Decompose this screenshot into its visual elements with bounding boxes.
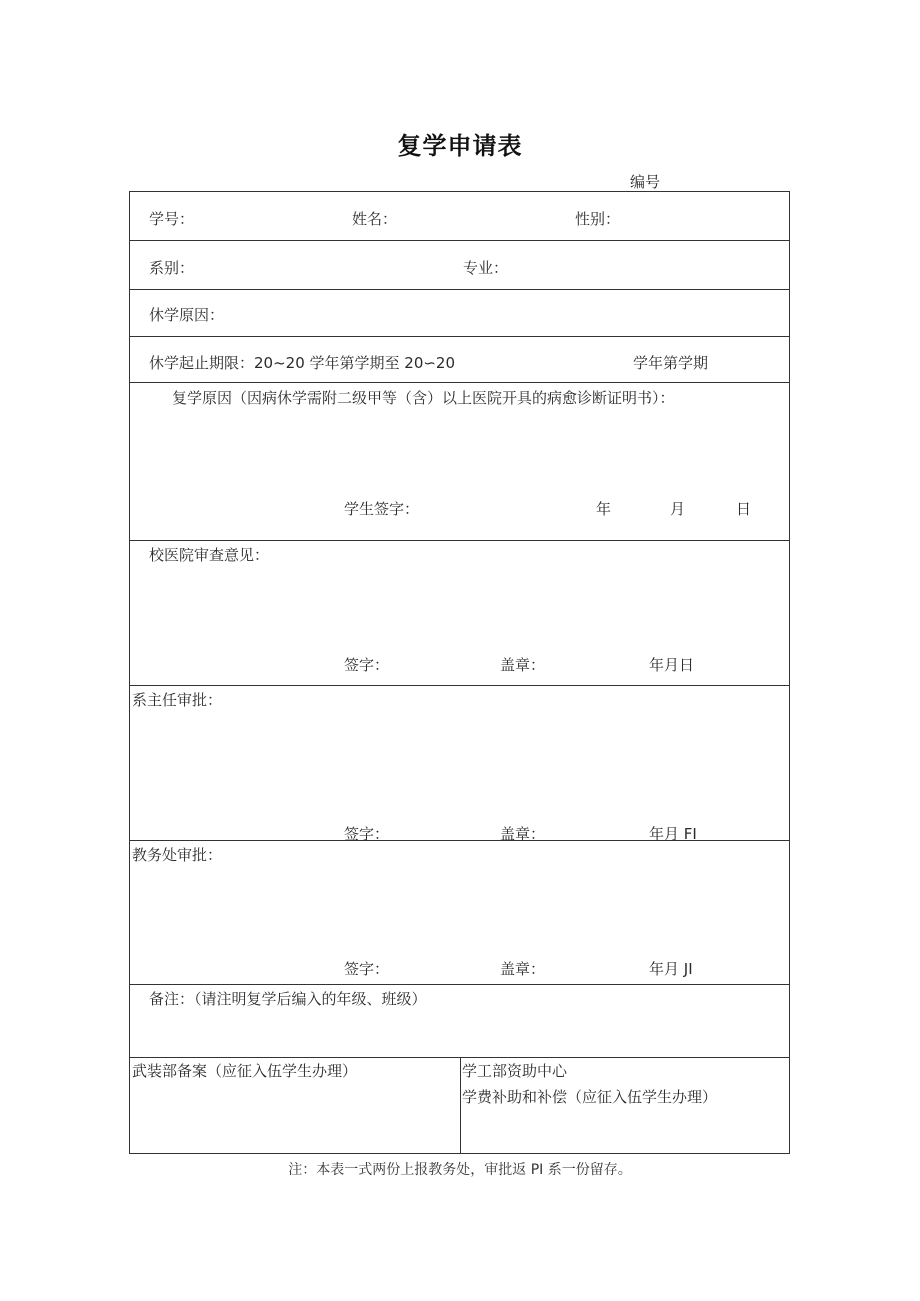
application-form xyxy=(129,191,790,1154)
major-field[interactable]: 专业： xyxy=(463,259,509,277)
row-divider xyxy=(130,336,789,337)
tuition-subsidy-label: 学费补助和补偿（应征入伍学生办理） xyxy=(462,1088,718,1106)
column-divider xyxy=(460,1057,461,1154)
row-divider xyxy=(130,382,789,383)
remarks-label[interactable]: 备注：（请注明复学后编入的年级、班级） xyxy=(149,990,427,1008)
leave-period-field[interactable]: 休学起止期限：20~20 学年第学期至 20∽20 xyxy=(149,354,456,372)
footer-note: 注：本表一式两份上报教务处，审批返 PI 系一份留存。 xyxy=(288,1162,632,1178)
row-divider xyxy=(130,540,789,541)
row-divider xyxy=(130,984,789,985)
armed-forces-record-label[interactable]: 武装部备案（应征入伍学生办理） xyxy=(132,1062,358,1080)
academic-sign-label: 签字： xyxy=(344,960,390,978)
academic-seal-label: 盖章： xyxy=(500,960,546,978)
gender-field[interactable]: 性别： xyxy=(575,210,621,228)
department-field[interactable]: 系别： xyxy=(149,259,195,277)
dept-head-date-label: 年月 FI xyxy=(649,825,697,843)
student-signature-label: 学生签字： xyxy=(344,500,420,518)
clinic-seal-label: 盖章： xyxy=(500,656,546,674)
date-year-label: 年 xyxy=(596,500,612,518)
dept-head-approval-label[interactable]: 系主任审批： xyxy=(132,691,223,709)
name-field[interactable]: 姓名： xyxy=(352,210,398,228)
date-month-label: 月 xyxy=(670,500,686,518)
serial-number-label: 编号 xyxy=(630,173,661,191)
return-reason-label[interactable]: 复学原因（因病休学需附二级甲等（含）以上医院开具的病愈诊断证明书）： xyxy=(172,389,675,407)
student-affairs-aid-label[interactable]: 学工部资助中心 xyxy=(462,1062,568,1080)
row-divider xyxy=(130,685,789,686)
clinic-date-label: 年月日 xyxy=(649,656,695,674)
academic-date-label: 年月 JI xyxy=(649,960,693,978)
dept-head-sign-label: 签字： xyxy=(344,825,390,843)
date-day-label: 日 xyxy=(736,500,752,518)
row-divider xyxy=(130,240,789,241)
page-title: 复学申请表 xyxy=(397,132,523,160)
dept-head-seal-label: 盖章： xyxy=(500,825,546,843)
clinic-opinion-label[interactable]: 校医院审查意见： xyxy=(149,546,270,564)
student-id-field[interactable]: 学号： xyxy=(149,210,195,228)
leave-reason-field[interactable]: 休学原因： xyxy=(149,306,225,324)
clinic-sign-label: 签字： xyxy=(344,656,390,674)
academic-affairs-approval-label[interactable]: 教务处审批： xyxy=(132,846,223,864)
leave-period-suffix: 学年第学期 xyxy=(633,354,709,372)
row-divider xyxy=(130,289,789,290)
